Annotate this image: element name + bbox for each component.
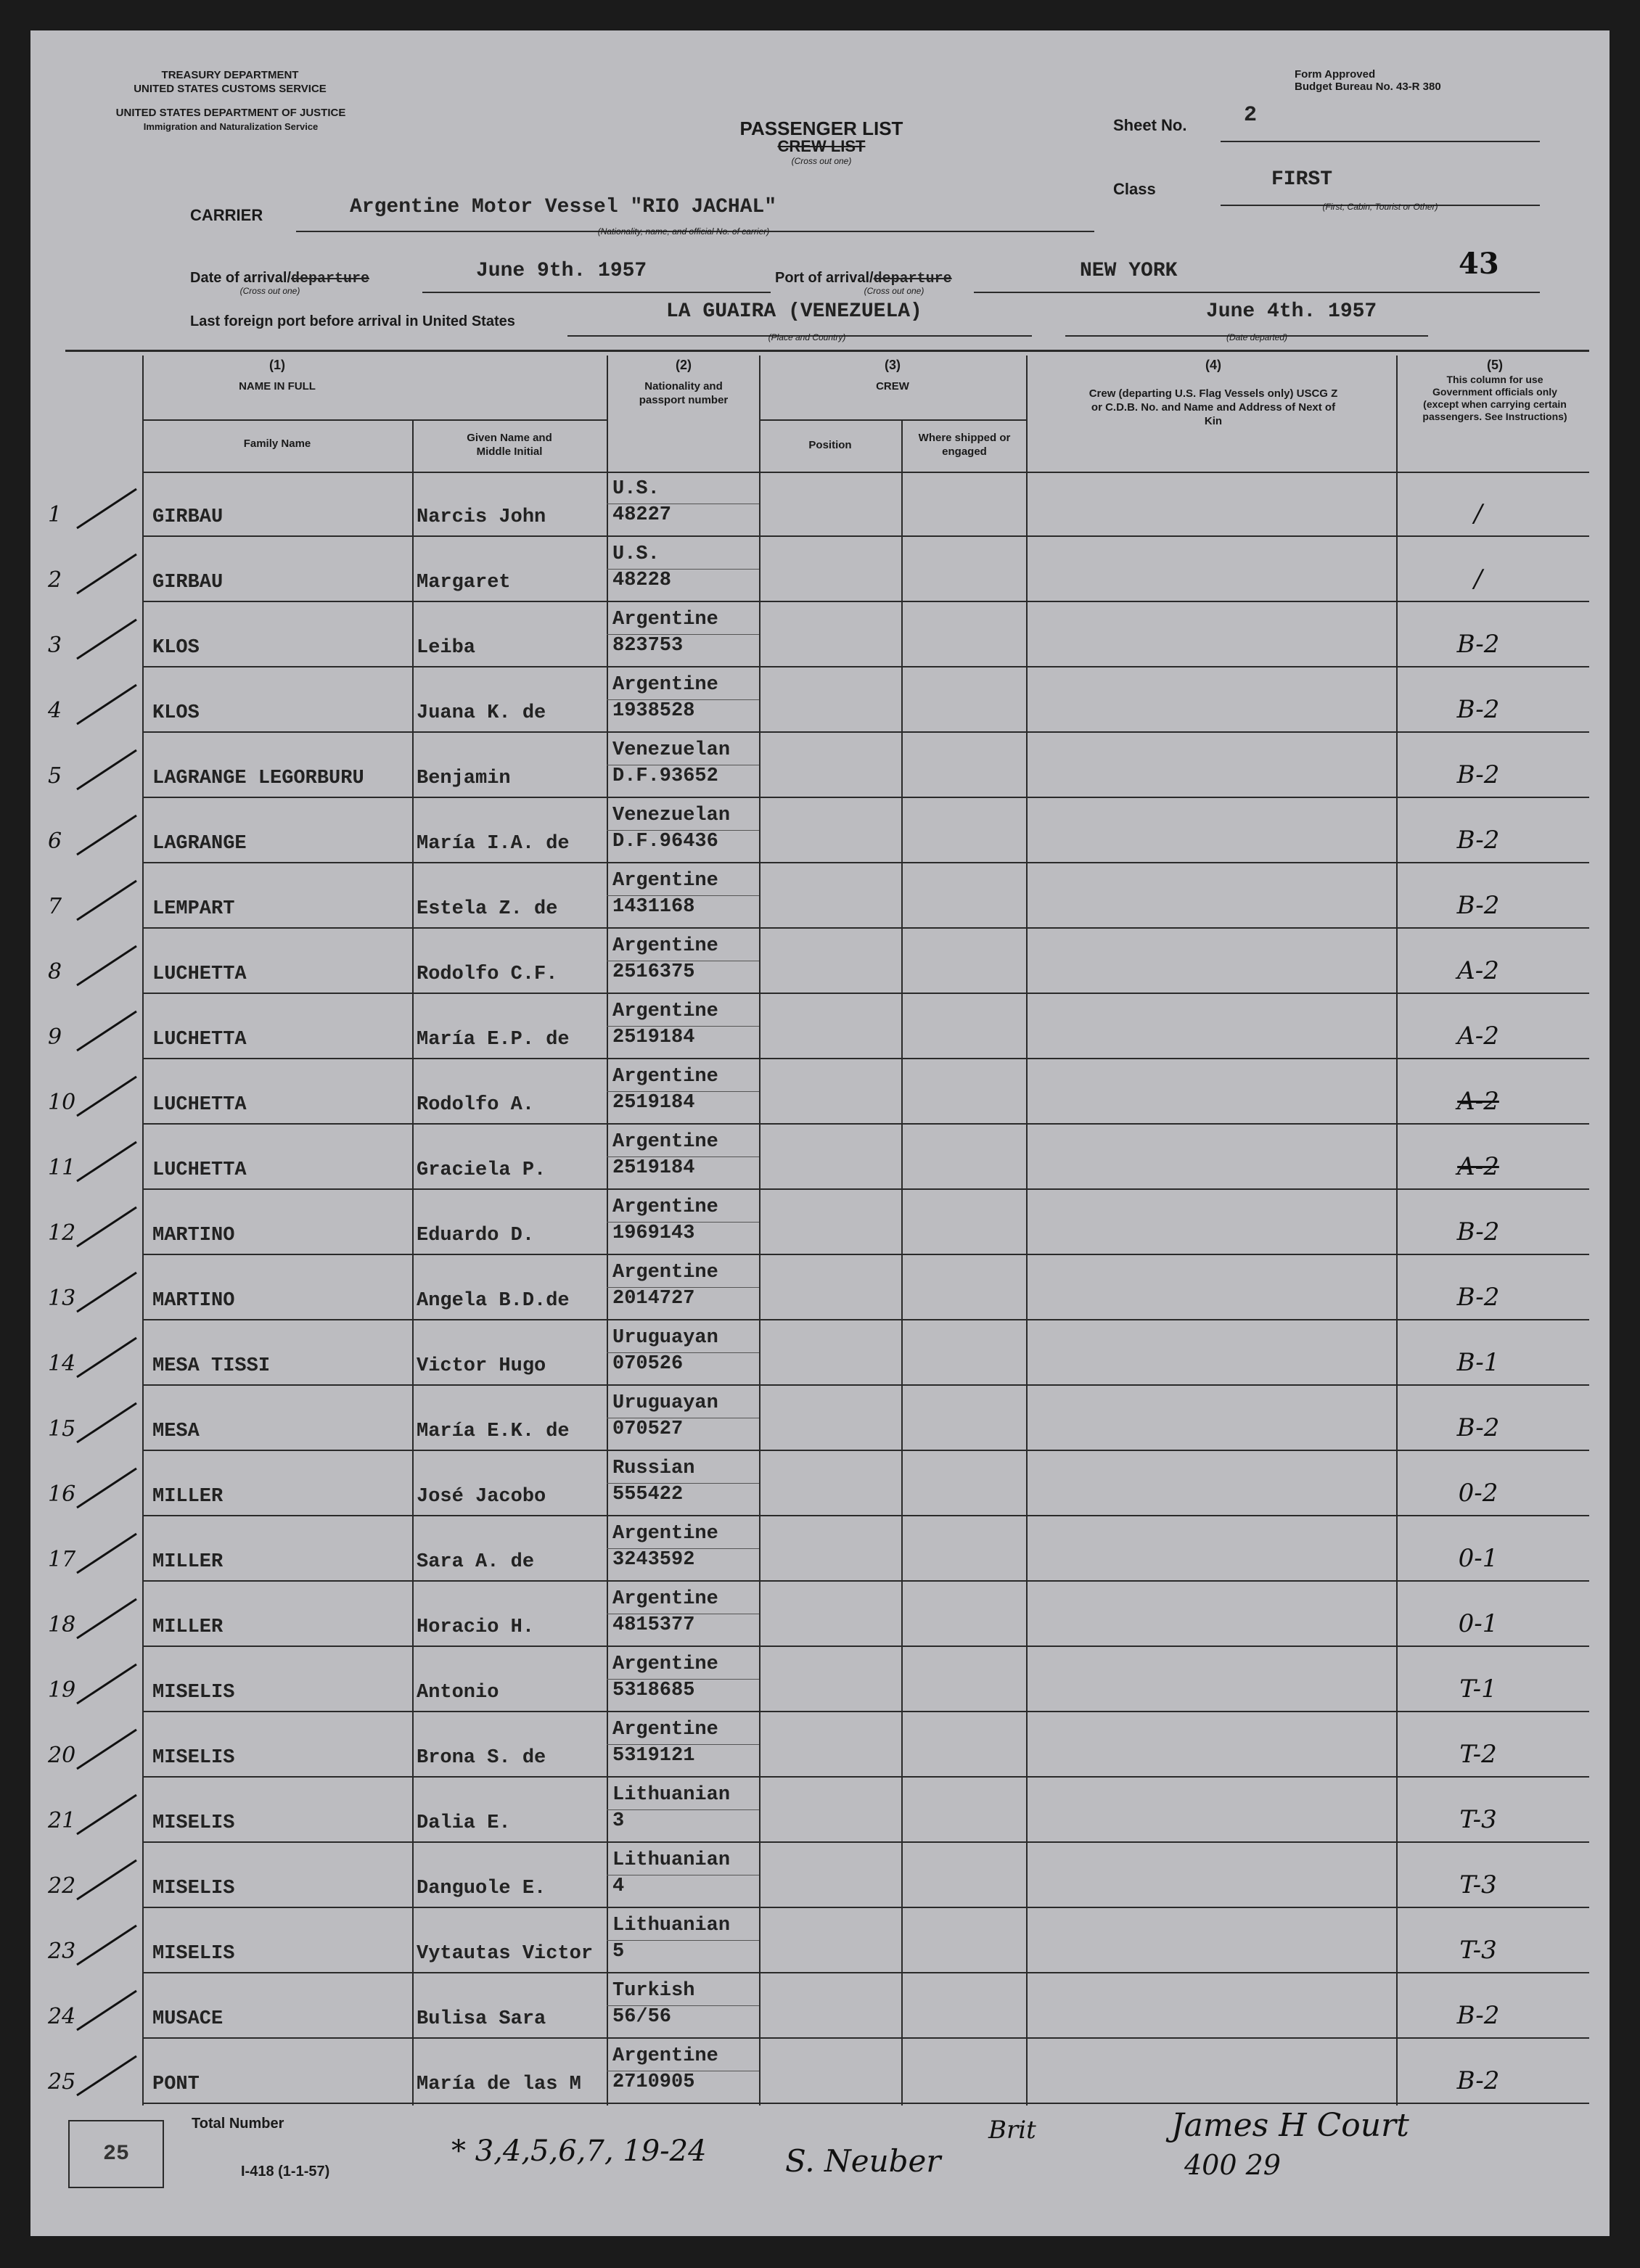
where-shipped-header: Where shipped or engaged — [918, 432, 1011, 458]
passport-number: 48228 — [612, 570, 672, 591]
family-name: MESA — [152, 1421, 200, 1442]
row-number: 14 — [48, 1351, 76, 1376]
check-mark-icon — [74, 1204, 139, 1248]
nationality-passport — [612, 933, 718, 985]
arrival-cross-out: (Cross out one) — [239, 286, 300, 296]
given-name: Danguole E. — [417, 1878, 546, 1899]
nationality: Argentine — [612, 1523, 718, 1545]
table-row — [30, 1778, 1610, 1842]
family-name: LUCHETTA — [152, 1029, 247, 1051]
official-code: B-2 — [1456, 1217, 1500, 1246]
given-name: Bulisa Sara — [417, 2008, 546, 2030]
official-code: 0-1 — [1458, 1609, 1498, 1638]
sheet-label: Sheet No. — [1113, 116, 1187, 134]
nationality: Uruguayan — [612, 1327, 718, 1349]
nationality: Argentine — [612, 1653, 718, 1675]
port-cross-out: (Cross out one) — [864, 286, 924, 296]
passport-number: 2519184 — [612, 1027, 695, 1048]
passport-number: 2516375 — [612, 961, 695, 983]
col4-num: (4) — [1205, 358, 1221, 372]
table-row — [30, 2039, 1610, 2103]
passport-number: 56/56 — [612, 2006, 672, 2028]
row-number: 10 — [48, 1090, 76, 1115]
given-name: Angela B.D.de — [417, 1290, 570, 1312]
check-mark-icon — [74, 878, 139, 921]
passport-number: 823753 — [612, 635, 684, 657]
official-code: 0-1 — [1458, 1544, 1498, 1573]
check-mark-icon — [74, 1531, 139, 1574]
family-name: MILLER — [152, 1616, 224, 1638]
check-mark-icon — [74, 943, 139, 987]
given-name: Benjamin — [417, 768, 511, 789]
passport-number: 1938528 — [612, 700, 695, 722]
col1-num: (1) — [269, 358, 285, 372]
official-code: T-1 — [1459, 1675, 1497, 1704]
table-row — [30, 994, 1610, 1059]
row-number: 1 — [48, 502, 62, 527]
nationality: Lithuanian — [612, 1849, 731, 1871]
port-label-group — [775, 270, 952, 287]
arrival-date-label-group — [190, 270, 369, 287]
form-approved-block — [1295, 68, 1441, 93]
nationality: Lithuanian — [612, 1784, 731, 1806]
given-name: Rodolfo A. — [417, 1094, 535, 1116]
carrier-label: CARRIER — [190, 206, 263, 224]
signature-2b: 400 29 — [1184, 2149, 1281, 2181]
given-name: Eduardo D. — [417, 1225, 535, 1246]
nationality-passport — [612, 607, 718, 659]
passport-number: 555422 — [612, 1484, 684, 1505]
passport-number: 070527 — [612, 1418, 684, 1440]
check-mark-icon — [74, 617, 139, 660]
table-row — [30, 1973, 1610, 2038]
given-name: Graciela P. — [417, 1159, 546, 1181]
official-code: B-2 — [1456, 2001, 1500, 2030]
given-name-header: Given Name and Middle Initial — [467, 432, 552, 458]
nationality-passport — [612, 1717, 718, 1769]
nationality-passport — [612, 998, 718, 1051]
carrier-caption: (Nationality, name, and official No. of carrier) — [597, 226, 770, 237]
passport-number: 3243592 — [612, 1549, 695, 1571]
passport-number: 070526 — [612, 1353, 684, 1375]
passport-number: 48227 — [612, 504, 672, 526]
family-name: MISELIS — [152, 1878, 235, 1899]
given-name: Brona S. de — [417, 1747, 546, 1769]
family-name: GIRBAU — [152, 506, 224, 528]
last-port-label: Last foreign port before arrival in United States — [190, 313, 515, 329]
nationality-passport — [612, 1847, 730, 1899]
check-mark-icon — [74, 1661, 139, 1705]
nationality-passport — [612, 1521, 718, 1573]
row-number: 12 — [48, 1220, 76, 1246]
agency-line-2: UNITED STATES CUSTOMS SERVICE — [134, 83, 327, 95]
table-row — [30, 1190, 1610, 1254]
check-mark-icon — [74, 1400, 139, 1444]
nationality-passport — [612, 1912, 730, 1965]
row-number: 5 — [48, 763, 62, 789]
form-approved: Form Approved — [1295, 68, 1376, 81]
row-number: 19 — [48, 1677, 76, 1703]
last-port-caption: (Place and Country) — [768, 332, 846, 342]
row-number: 11 — [48, 1155, 76, 1180]
agency-line-3: UNITED STATES DEPARTMENT OF JUSTICE — [115, 107, 346, 119]
handwritten-number: 43 — [1459, 247, 1499, 281]
table-row — [30, 1908, 1610, 1973]
official-code: / — [1474, 564, 1483, 593]
nationality-passport — [612, 868, 718, 920]
row-number: 16 — [48, 1482, 76, 1507]
nationality: Argentine — [612, 935, 718, 957]
arrival-date-value: June 9th. 1957 — [476, 260, 647, 282]
agency-block — [103, 68, 357, 96]
list-title-block — [713, 118, 930, 166]
total-label: Total Number — [192, 2116, 284, 2132]
row-number: 25 — [48, 2069, 76, 2095]
check-mark-icon — [74, 1988, 139, 2031]
port-label: Port of arrival/ — [775, 270, 874, 286]
family-name: KLOS — [152, 702, 200, 724]
given-name: José Jacobo — [417, 1486, 546, 1508]
family-name: MISELIS — [152, 1943, 235, 1965]
family-name: MILLER — [152, 1486, 224, 1508]
given-name: Estela Z. de — [417, 898, 558, 920]
row-number: 2 — [48, 567, 62, 593]
nationality-passport — [612, 802, 730, 855]
check-mark-icon — [74, 1923, 139, 1966]
row-number: 6 — [48, 829, 62, 854]
nationality-passport — [612, 1325, 718, 1377]
family-name: LUCHETTA — [152, 964, 247, 985]
table-row — [30, 1320, 1610, 1385]
row-number: 3 — [48, 633, 62, 658]
nationality: Argentine — [612, 1588, 718, 1610]
official-code: A-2 — [1457, 1022, 1499, 1051]
family-name: MISELIS — [152, 1682, 235, 1704]
row-number: 21 — [48, 1808, 76, 1833]
check-mark-icon — [74, 682, 139, 726]
passport-number: 4 — [612, 1875, 625, 1897]
family-name: LEMPART — [152, 898, 235, 920]
check-mark-icon — [74, 1008, 139, 1052]
family-name: PONT — [152, 2074, 200, 2095]
cross-out-caption: (Cross out one) — [791, 156, 852, 166]
list-title-struck: CREW LIST — [777, 137, 866, 155]
check-mark-icon — [74, 1466, 139, 1509]
form-number: I-418 (1-1-57) — [241, 2164, 330, 2179]
given-name: Antonio — [417, 1682, 499, 1704]
col4-header — [1032, 358, 1395, 428]
port-value: NEW YORK — [1080, 260, 1178, 282]
family-name: GIRBAU — [152, 572, 224, 593]
official-code: B-2 — [1456, 760, 1500, 789]
given-name: Vytautas Victor — [417, 1943, 594, 1965]
family-name: LAGRANGE — [152, 833, 247, 855]
nationality-passport — [612, 737, 730, 789]
given-name: Juana K. de — [417, 702, 546, 724]
col1-header — [142, 358, 412, 393]
handwritten-note: * 3,4,5,6,7, 19-24 — [451, 2135, 707, 2168]
row-number: 13 — [48, 1286, 76, 1311]
official-code: B-2 — [1456, 630, 1500, 659]
official-code: / — [1474, 499, 1483, 528]
table-row — [30, 1582, 1610, 1646]
nationality: Argentine — [612, 609, 718, 630]
nationality-passport — [612, 476, 671, 528]
passport-number: 2519184 — [612, 1092, 695, 1114]
nationality: Argentine — [612, 1262, 718, 1283]
col3-title: CREW — [876, 380, 909, 393]
nationality-passport — [612, 1129, 718, 1181]
signature-2: James H Court — [1171, 2107, 1409, 2144]
passport-number: 5319121 — [612, 1745, 695, 1767]
passport-number: 2014727 — [612, 1288, 695, 1310]
nationality-passport — [612, 1390, 718, 1442]
family-name: LUCHETTA — [152, 1159, 247, 1181]
nationality-passport — [612, 1194, 718, 1246]
total-value: 25 — [102, 2142, 129, 2166]
family-name: MUSACE — [152, 2008, 224, 2030]
table-row — [30, 1386, 1610, 1450]
table-row — [30, 1843, 1610, 1907]
nationality: Venezuelan — [612, 805, 731, 826]
row-number: 7 — [48, 894, 62, 919]
passenger-list-sheet — [30, 30, 1610, 2236]
passport-number: 4815377 — [612, 1614, 695, 1636]
last-port-value: LA GUAIRA (VENEZUELA) — [666, 300, 922, 323]
official-code: B-2 — [1456, 2066, 1500, 2095]
family-name: MISELIS — [152, 1812, 235, 1834]
agency-block-2 — [86, 106, 376, 133]
given-name: María E.K. de — [417, 1421, 570, 1442]
row-number: 8 — [48, 959, 62, 985]
col5-num: (5) — [1487, 358, 1503, 372]
col3-header — [759, 358, 1026, 393]
passport-number: D.F.96436 — [612, 831, 718, 852]
check-mark-icon — [74, 1792, 139, 1836]
crew-header-rule — [759, 419, 1026, 421]
official-code: B-2 — [1456, 826, 1500, 855]
official-code: B-2 — [1456, 891, 1500, 920]
nationality: Argentine — [612, 2045, 718, 2067]
row-number: 22 — [48, 1873, 76, 1899]
passport-number: 3 — [612, 1810, 625, 1832]
given-name: Rodolfo C.F. — [417, 964, 558, 985]
table-row — [30, 863, 1610, 928]
agency-line-4: Immigration and Naturalization Service — [143, 121, 319, 132]
carrier-value: Argentine Motor Vessel "RIO JACHAL" — [350, 196, 777, 218]
table-row — [30, 1712, 1610, 1777]
given-name: Narcis John — [417, 506, 546, 528]
nationality: Uruguayan — [612, 1392, 718, 1414]
passport-number: 2710905 — [612, 2071, 695, 2093]
table-row — [30, 667, 1610, 732]
col2-title: Nationality and passport number — [639, 380, 729, 406]
official-code: A-2 — [1457, 1087, 1499, 1116]
official-code: T-2 — [1459, 1740, 1497, 1769]
given-name: Victor Hugo — [417, 1355, 546, 1377]
table-row — [30, 1059, 1610, 1124]
given-name: Sara A. de — [417, 1551, 535, 1573]
nationality: U.S. — [612, 543, 660, 565]
passport-number: D.F.93652 — [612, 765, 718, 787]
check-mark-icon — [74, 486, 139, 530]
check-mark-icon — [74, 1139, 139, 1183]
sheet-underline — [1221, 126, 1540, 142]
row-number: 23 — [48, 1939, 76, 1964]
family-name: MILLER — [152, 1551, 224, 1573]
nationality: Argentine — [612, 674, 718, 696]
port-struck: departure — [873, 271, 952, 287]
given-name: Horacio H. — [417, 1616, 535, 1638]
table-row — [30, 1125, 1610, 1189]
family-name: LAGRANGE LEGORBURU — [152, 768, 364, 789]
nationality-passport — [612, 541, 671, 593]
row-number: 24 — [48, 2004, 76, 2029]
official-code: B-2 — [1456, 1413, 1500, 1442]
check-mark-icon — [74, 747, 139, 791]
nationality: Argentine — [612, 1066, 718, 1088]
row-number: 18 — [48, 1612, 76, 1638]
row-rule — [142, 2103, 1589, 2104]
family-name: MARTINO — [152, 1225, 235, 1246]
nationality-passport — [612, 1978, 694, 2030]
passport-number: 1969143 — [612, 1223, 695, 1244]
check-mark-icon — [74, 1335, 139, 1379]
sheet-number: 2 — [1244, 103, 1258, 128]
family-name-header: Family Name — [243, 437, 311, 450]
family-name: LUCHETTA — [152, 1094, 247, 1116]
position-header: Position — [808, 439, 852, 451]
table-row — [30, 602, 1610, 667]
table-row — [30, 537, 1610, 601]
nationality: Lithuanian — [612, 1915, 731, 1936]
official-code: B-2 — [1456, 695, 1500, 724]
given-name: Leiba — [417, 637, 476, 659]
table-top-rule — [65, 350, 1589, 352]
date-departed-caption: (Date departed) — [1226, 332, 1288, 342]
arrival-date-label: Date of arrival/ — [190, 270, 291, 286]
nationality-passport — [612, 1586, 718, 1638]
official-code: T-3 — [1459, 1936, 1497, 1965]
check-mark-icon — [74, 1727, 139, 1770]
nationality: Turkish — [612, 1980, 695, 2002]
given-name: María I.A. de — [417, 833, 570, 855]
official-code: A-2 — [1457, 956, 1499, 985]
table-row — [30, 1255, 1610, 1320]
nationality-passport — [612, 1455, 694, 1508]
signature-1b: Brit — [988, 2116, 1036, 2145]
official-code: T-3 — [1459, 1870, 1497, 1899]
class-label: Class — [1113, 180, 1156, 198]
date-departed-value: June 4th. 1957 — [1206, 300, 1377, 323]
nationality: U.S. — [612, 478, 660, 500]
nationality-passport — [612, 1260, 718, 1312]
nationality: Argentine — [612, 1131, 718, 1153]
check-mark-icon — [74, 551, 139, 595]
table-row — [30, 733, 1610, 797]
arrival-date-struck: departure — [290, 271, 369, 287]
passport-number: 5318685 — [612, 1680, 695, 1701]
check-mark-icon — [74, 1596, 139, 1640]
given-name: Margaret — [417, 572, 511, 593]
col2-num: (2) — [676, 358, 692, 372]
passport-number: 2519184 — [612, 1157, 695, 1179]
col4-title: Crew (departing U.S. Flag Vessels only) USCG Z or C.D.B. No. and Name and Address of Next of Kin — [1088, 387, 1338, 427]
row-number: 4 — [48, 698, 62, 723]
col5-title: This column for use Government officials only (except when carrying certain passengers. See Instructions) — [1422, 374, 1567, 422]
nationality-passport — [612, 2043, 718, 2095]
port-underline — [974, 277, 1540, 293]
official-code: B-2 — [1456, 1283, 1500, 1312]
given-name: Dalia E. — [417, 1812, 511, 1834]
check-mark-icon — [74, 813, 139, 856]
row-number: 9 — [48, 1024, 62, 1050]
nationality: Russian — [612, 1458, 695, 1479]
nationality: Argentine — [612, 870, 718, 892]
table-row — [30, 472, 1610, 536]
given-name: María E.P. de — [417, 1029, 570, 1051]
table-row — [30, 1647, 1610, 1712]
name-header-rule — [142, 419, 607, 421]
table-row — [30, 1451, 1610, 1516]
nationality-passport — [612, 1651, 718, 1704]
nationality: Argentine — [612, 1719, 718, 1741]
budget-bureau: Budget Bureau No. 43-R 380 — [1295, 81, 1441, 93]
family-name: MESA TISSI — [152, 1355, 271, 1377]
nationality: Venezuelan — [612, 739, 731, 761]
col3-num: (3) — [885, 358, 901, 372]
col5-header — [1401, 358, 1589, 423]
check-mark-icon — [74, 1857, 139, 1901]
row-number: 17 — [48, 1547, 76, 1572]
row-number: 20 — [48, 1743, 76, 1768]
nationality: Argentine — [612, 1196, 718, 1218]
family-name: MARTINO — [152, 1290, 235, 1312]
nationality-passport — [612, 1782, 730, 1834]
col2-header — [611, 358, 756, 407]
family-name: KLOS — [152, 637, 200, 659]
nationality-passport — [612, 672, 718, 724]
list-title: PASSENGER LIST — [739, 118, 903, 139]
class-value: FIRST — [1271, 168, 1333, 191]
check-mark-icon — [74, 1270, 139, 1313]
col1-title: NAME IN FULL — [239, 380, 316, 393]
check-mark-icon — [74, 1074, 139, 1117]
official-code: A-2 — [1457, 1152, 1499, 1181]
nationality-passport — [612, 1064, 718, 1116]
signature-1: S. Neuber — [785, 2143, 941, 2179]
row-number: 15 — [48, 1416, 76, 1442]
table-row — [30, 1516, 1610, 1581]
total-box — [68, 2120, 164, 2188]
check-mark-icon — [74, 2053, 139, 2097]
official-code: T-3 — [1459, 1805, 1497, 1834]
table-row — [30, 798, 1610, 863]
table-row — [30, 929, 1610, 993]
class-caption: (First, Cabin, Tourist or Other) — [1322, 202, 1438, 212]
passport-number: 5 — [612, 1941, 625, 1963]
nationality: Argentine — [612, 1001, 718, 1022]
agency-line-1: TREASURY DEPARTMENT — [161, 69, 299, 81]
official-code: 0-2 — [1458, 1479, 1498, 1508]
passport-number: 1431168 — [612, 896, 695, 918]
official-code: B-1 — [1456, 1348, 1500, 1377]
given-name: María de las M — [417, 2074, 581, 2095]
family-name: MISELIS — [152, 1747, 235, 1769]
